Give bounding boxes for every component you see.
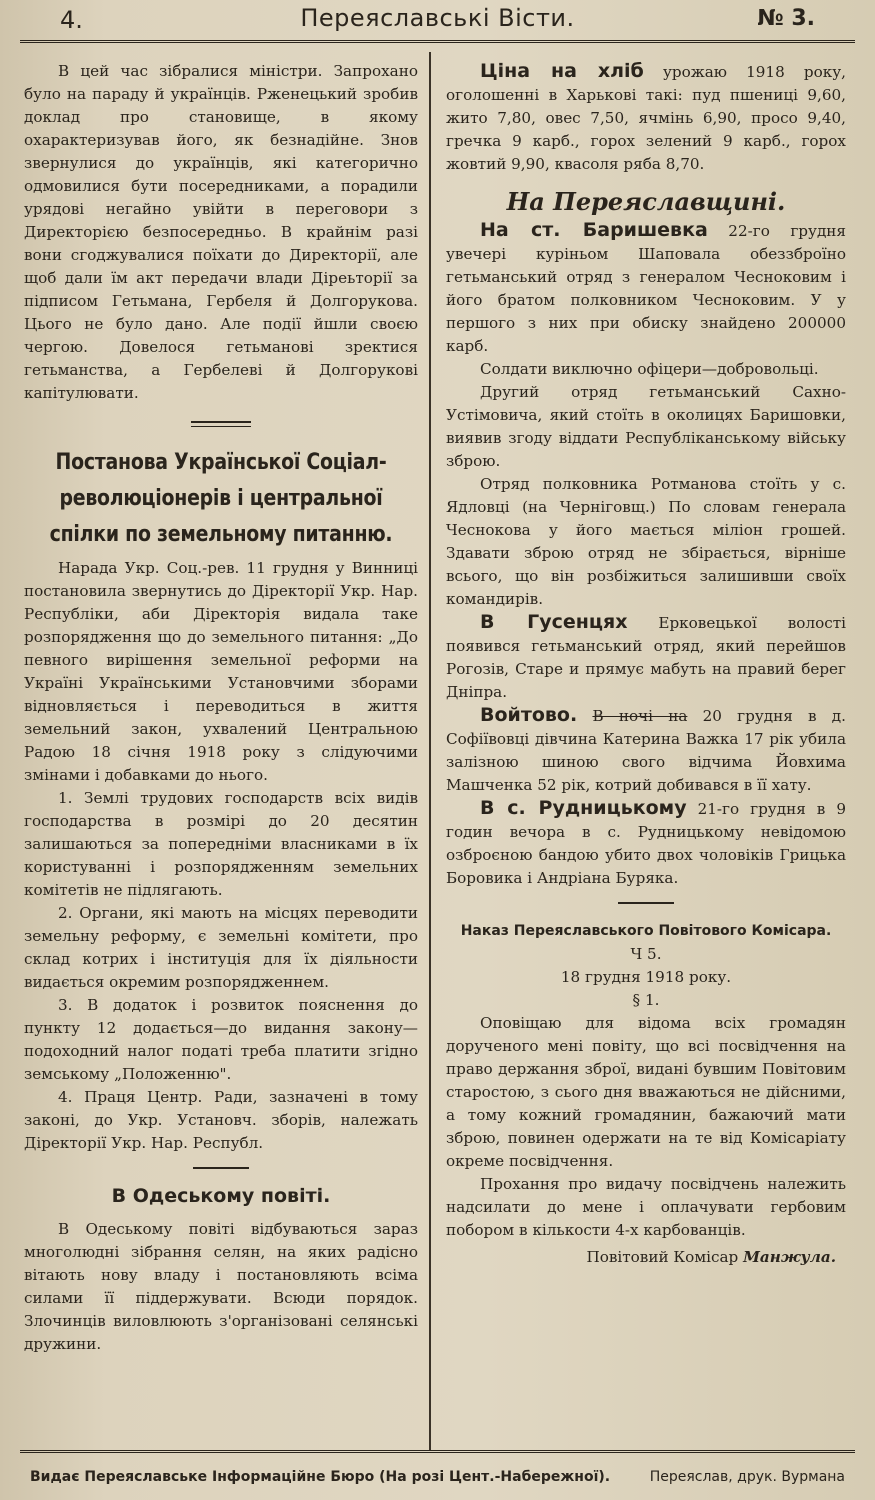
signature-label: Повітовий Комісар [586, 1248, 739, 1266]
rudnytske-body: 21-го грудня в 9 годин вечора в с. Рудницькому невідомою озброєною бандою убито двох чоловіків Грицька Боровика і Андріана Буряка. [446, 800, 846, 887]
resolution-body: Нарада Укр. Соц.-рев. 11 грудня у Винниці постановила звернутись до Діректорії Укр. Нар. Республіки, аби Діректорія видала таке розпорядження що до земельного питання: „До певного вирішення земельної реформи на Україні Українськими Установчими зборами відновляється і переводиться в життя земельний закон, ухвалений Центральною Радою 18 січня 1918 року з слідуючими змінами і добавками до нього. [24, 559, 418, 784]
signature [446, 1246, 846, 1269]
resolution-item: 1. Землі трудових господарств всіх видів господарства в розмірі до 20 десятин залишаються за попередніми власниками в їх користуванні і розпорядженням земельних комітетів не підлягають. [24, 789, 418, 899]
voitove-paragraph [446, 704, 846, 797]
left-column [24, 60, 418, 1356]
rudnytske-paragraph [446, 797, 846, 890]
voitove-body: 20 грудня в д. Софіївовці дівчина Катерина Важка 17 рік убила залізною шиною свого відчима Йовхима Машченка 52 рік, котрий добивався в її хату. [446, 707, 846, 794]
order-text-1: Оповіщаю для відома всіх громадян дорученого мені повіту, що всі посвідчення на право держання зброї, видані бувшим Повітовим старостою, з сього дня вважаються не дійсними, а тому кожний громадянин, бажаючий мати зброю, повинен одержати на те від Комісаріату окреме посвідчення. [446, 1014, 846, 1170]
order-text-2: Прохання про видачу посвідчень належить надсилати до мене і оплачувати гербовим побором в кількости 4-х карбованців. [446, 1175, 846, 1239]
baryshevka-paragraph [446, 219, 846, 358]
odesa-headline: В Одеському повіті. [111, 1185, 331, 1207]
section-divider [191, 421, 251, 427]
order-headline: Наказ Переяславського Повітового Комісара. [460, 923, 832, 939]
husentsi-body: Ерковецької волості появився гетьманський отряд, який перейшов Рогозів, Старе и прямує мабуть на правий берег Дніпра. [446, 614, 847, 701]
region-headline: На Переяславщині. [506, 187, 786, 216]
intro-paragraph: В цей час зібралися міністри. Запрохано було на параду й українців. Рженецький зробив доклад про становище, в якому охарактеризував його, як безнадійне. Знов звернулися до українців, які категорично одмовилися бути посередниками, а порадили урядові негайно увійти в переговори з Директорією безпосередньо. В крайнім разі вони сгоджувалися поїхати до Директорії, але щоб дали їм акт передачи влади Діреьторії за підписом Гетьмана, Гербеля й Долгорукова. Цього не було дано. Але події йшли своєю чергою. Довелося гетьманові зректися гетьманства, а Гербелеві й Долгорукові капітулювати. [24, 62, 418, 402]
resolution-item: 4. Праця Центр. Ради, зазначені в тому законі, до Укр. Установч. зборів, належать Діректорії Укр. Нар. Республ. [24, 1088, 418, 1152]
bread-body: урожаю 1918 року, оголошенні в Харькові такі: пуд пшениці 9,60, жито 7,80, овес 7,50, ячмінь 6,90, просо 9,40, гречка 9 карб., горох зелений 9 карб., горох жовтий 9,90, квасоля ряба 8,70. [446, 63, 847, 173]
voitove-struck: В ночі на [592, 707, 688, 725]
imprint-footer [20, 1450, 855, 1493]
rudnytske-lead: В с. Рудницькому [480, 797, 687, 819]
husentsi-lead: В Гусенцях [480, 611, 628, 633]
resolution-headline: Постанова Української Соціал-революціонерів і центральної спілки по земельному питанню. [49, 450, 393, 547]
order-number: Ч 5. [630, 945, 662, 963]
bread-price-paragraph [446, 60, 846, 176]
resolution-item: 3. В додаток і розвиток пояснення до пункту 12 додається—до видання закону—подоходний налог податі треба платити згідно земському „Положенню". [24, 996, 418, 1083]
odesa-body: В Одеському повіті відбуваються зараз многолюдні зібрання селян, на яких радісно вітають нову владу і постановляють всіма силами її піддержувати. Всюди порядок. Злочинців виловлюють з'організовані селянські дружини. [24, 1220, 418, 1353]
bread-lead: Ціна на хліб [480, 60, 644, 82]
resolution-item: 2. Органи, які мають на місцях переводити земельну реформу, є земельні комітети, про склад котрих і інституція для їх діяльности видається окремим розпорядженнем. [24, 904, 418, 991]
baryshevka-body: 22-го грудня увечері куріньом Шаповала обеззброїно гетьманський отряд з генералом Чесноковим і його братом полковником Чесноковим. У у першого з них при обиску знайдено 200000 карб. [446, 222, 847, 355]
printer-line: Переяслав, друк. Вурмана [649, 1469, 845, 1485]
signature-name: Манжула. [743, 1248, 836, 1266]
issue-number: № 3. [757, 6, 815, 31]
baryshevka-p3: Другий отряд гетьманський Сахно-Устімовича, який стоїть в околицях Баришовки, виявив згоду віддати Республіканському війську зброю. [446, 383, 846, 470]
section-divider [193, 1167, 249, 1171]
right-column [446, 60, 846, 1269]
order-date: 18 грудня 1918 року. [560, 968, 732, 986]
page-number: 4. [60, 6, 83, 34]
publisher-line: Видає Переяславське Інформаційне Бюро (На розі Цент.-Набережної). [30, 1469, 611, 1485]
baryshevka-lead: На ст. Баришевка [480, 219, 708, 241]
husentsi-paragraph [446, 611, 846, 704]
baryshevka-p2: Солдати виключно офіцери—добровольці. [480, 360, 819, 378]
section-divider [618, 902, 674, 906]
baryshevka-p4: Отряд полковника Ротманова стоїть у с. Ядловці (на Черніговщ.) По словам генерала Чеснокова у його мається міліон грошей. Здавати зброю отряд не збірається, вірніше всього, що він розбіжиться залишивши своїх командирів. [446, 475, 846, 608]
voitove-lead: Войтово. [480, 704, 578, 726]
order-paragraph-mark: § 1. [632, 991, 660, 1009]
newspaper-title: Переяславські Вісти. [300, 4, 575, 32]
masthead [20, 0, 855, 43]
column-divider [429, 52, 431, 1450]
